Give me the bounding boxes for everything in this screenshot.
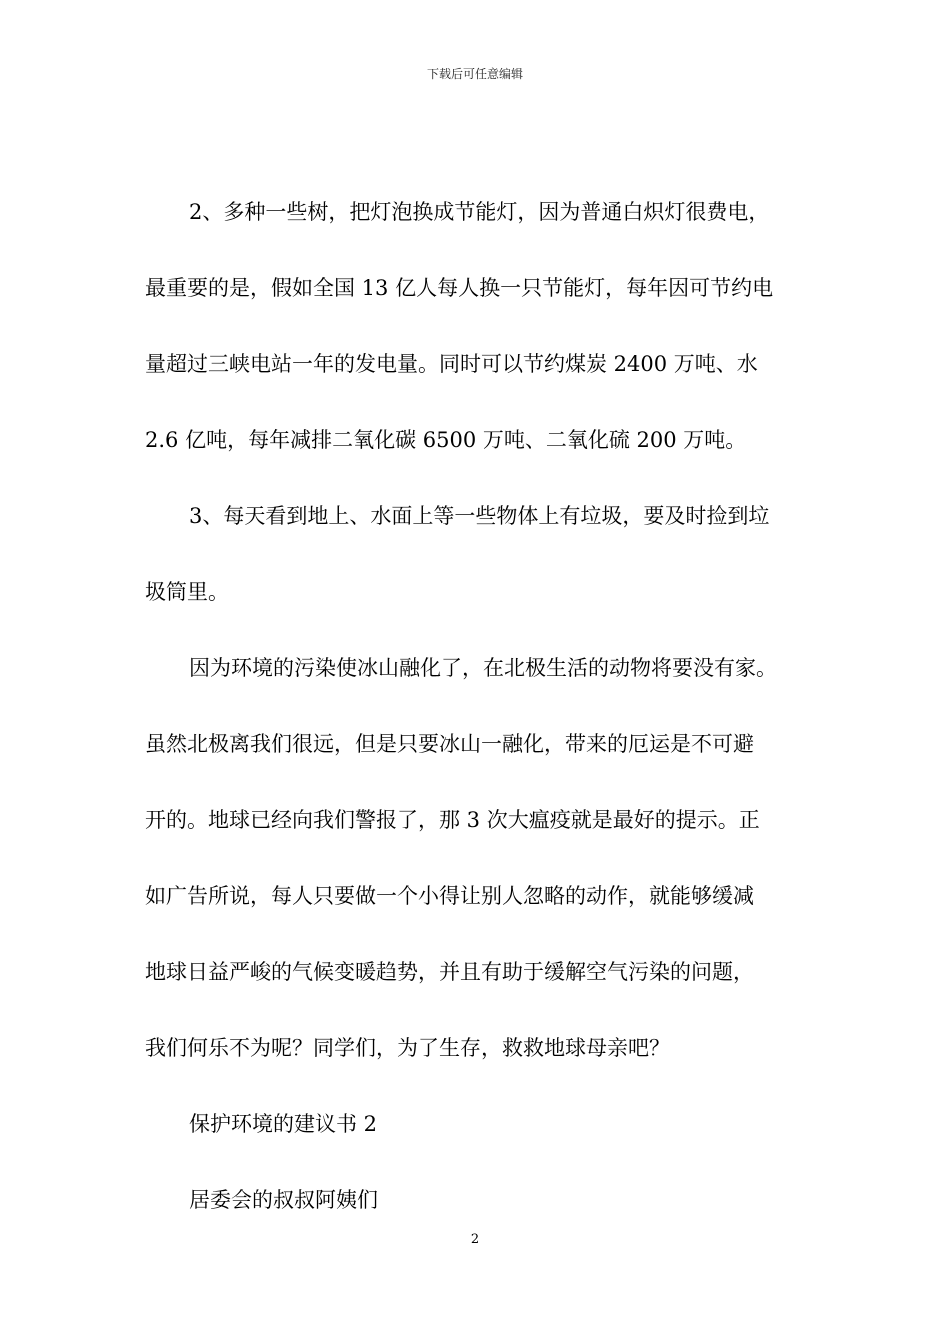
- salutation: 居委会的叔叔阿姨们: [189, 1188, 378, 1212]
- text-line: 因为环境的污染使冰山融化了，在北极生活的动物将要没有家。: [189, 656, 777, 680]
- text-line: 圾筒里。: [145, 580, 229, 604]
- text-line: 最重要的是，假如全国 13 亿人每人换一只节能灯，每年因可节约电: [145, 276, 774, 300]
- page-number: 2: [470, 1232, 480, 1247]
- text-line: 量超过三峡电站一年的发电量。同时可以节约煤炭 2400 万吨、水: [145, 352, 758, 376]
- section-title: 保护环境的建议书 2: [189, 1112, 378, 1136]
- text-line: 开的。地球已经向我们警报了，那 3 次大瘟疫就是最好的提示。正: [145, 808, 760, 832]
- text-line: 如广告所说，每人只要做一个小得让别人忽略的动作，就能够缓减: [145, 884, 754, 908]
- text-line: 虽然北极离我们很远，但是只要冰山一融化，带来的厄运是不可避: [145, 732, 754, 756]
- text-line: 地球日益严峻的气候变暖趋势，并且有助于缓解空气污染的问题，: [145, 960, 754, 984]
- text-line: 我们何乐不为呢？同学们，为了生存，救救地球母亲吧？: [145, 1036, 670, 1060]
- document-body: [145, 196, 825, 1260]
- text-line: 2.6 亿吨，每年减排二氧化碳 6500 万吨、二氧化硫 200 万吨。: [145, 428, 747, 452]
- text-line: 2、多种一些树，把灯泡换成节能灯，因为普通白炽灯很费电，: [189, 200, 770, 224]
- page-header: 下载后可任意编辑: [426, 67, 523, 81]
- text-line: 3、每天看到地上、水面上等一些物体上有垃圾，要及时捡到垃: [189, 504, 770, 528]
